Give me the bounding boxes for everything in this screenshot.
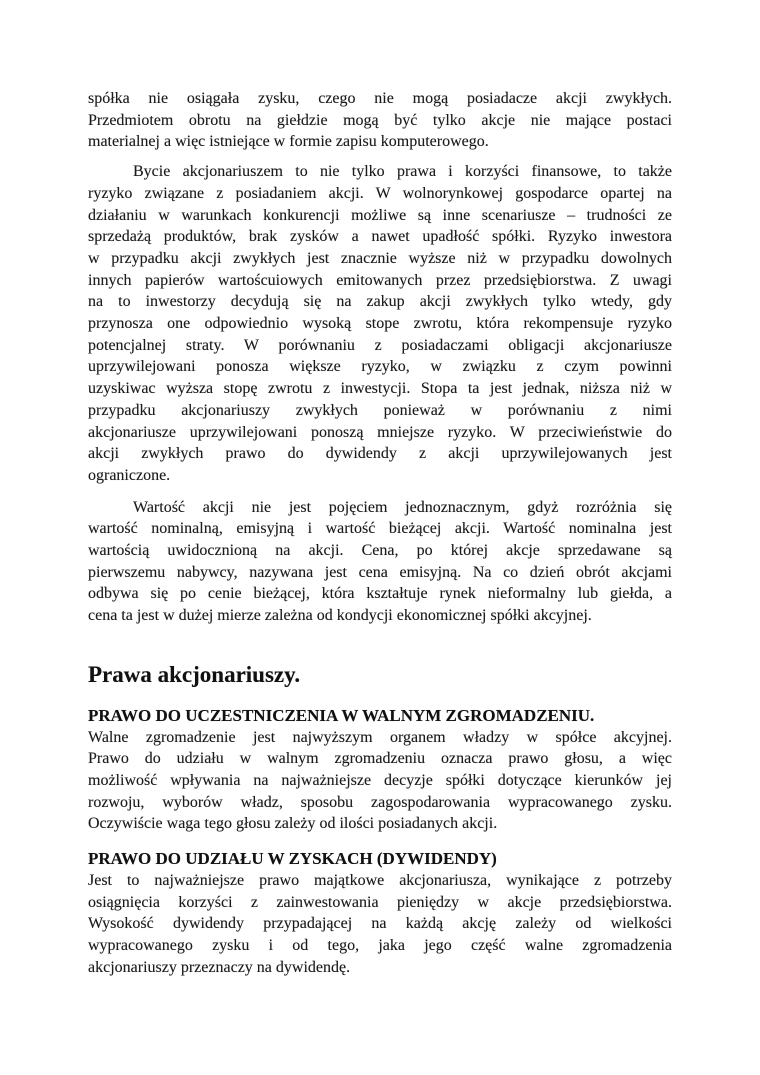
text-line: materialnej a więc istniejące w formie zapisu komputerowego. xyxy=(88,133,489,151)
heading-text: PRAWO DO UDZIAŁU W ZYSKACH (DYWIDENDY) xyxy=(88,849,497,869)
text-line: Wartość akcji nie jest pojęciem jednoznacznym, gdyż rozróżnia się xyxy=(133,498,672,516)
text-line: w przypadku akcji zwykłych jest znacznie wyższe niż w przypadku dowolnych xyxy=(88,249,672,267)
text-line: potencjalnej straty. W porównaniu z posiadaczami obligacji akcjonariusze xyxy=(88,336,672,354)
text-line: wartość nominalną, emisyjną i wartość bieżącej akcji. Wartość nominalna jest xyxy=(88,520,672,538)
text-line: spółka nie osiągała zysku, czego nie mogą posiadacze akcji zwykłych. xyxy=(88,90,672,107)
text-line: Przedmiotem obrotu na giełdzie mogą być tylko akcje nie mające postaci xyxy=(88,111,672,129)
text-line: ograniczone. xyxy=(88,466,171,484)
text-line: rozwoju, wyborów władz, sposobu zagospodarowania wypracowanego zysku. xyxy=(88,793,672,811)
text-line: wartością uwidocznioną na akcji. Cena, po której akcje sprzedawane są xyxy=(88,542,672,560)
text-line: cena ta jest w dużej mierze zależna od kondycji ekonomicznej spółki akcyjnej. xyxy=(88,607,592,625)
text-line: Walne zgromadzenie jest najwyższym organem władzy w spółce akcyjnej. xyxy=(88,728,672,746)
paragraph-1 xyxy=(88,88,672,153)
text-line: Jest to najważniejsze prawo majątkowe akcjonariusza, wynikające z potrzeby xyxy=(88,871,672,889)
text-line: Bycie akcjonariuszem to nie tylko prawa i korzyści finansowe, to także xyxy=(133,163,672,181)
heading-text: Prawa akcjonariuszy. xyxy=(88,661,301,687)
text-line: sprzedażą produktów, brak zysków a nawet upadłość spółki. Ryzyko inwestora xyxy=(88,228,672,246)
paragraph-5 xyxy=(88,870,672,979)
text-line: akcjonariusze uprzywilejowani ponoszą mniejsze ryzyko. W przeciwieństwie do xyxy=(88,423,672,441)
text-line: Prawo do udziału w walnym zgromadzeniu oznacza prawo głosu, a więc xyxy=(88,750,672,768)
text-line: ryzyko związane z posiadaniem akcji. W wolnorynkowej gospodarce opartej na xyxy=(88,184,672,202)
text-line: Wysokość dywidendy przypadającej na każdą akcję zależy od wielkości xyxy=(88,915,672,933)
paragraph-3 xyxy=(88,497,672,627)
text-line: Oczywiście waga tego głosu zależy od ilości posiadanych akcji. xyxy=(88,815,498,833)
text-line: odbywa się po cenie bieżącej, która kształtuje rynek nieformalny lub giełda, a xyxy=(88,585,672,603)
text-line: możliwość wpływania na najważniejsze decyzje spółki dotyczące kierunków jej xyxy=(88,771,672,789)
text-line: na to inwestorzy decydują się na zakup akcji zwykłych tylko wtedy, gdy xyxy=(88,293,672,311)
document-content xyxy=(88,88,672,978)
text-line: przypadku akcjonariuszy zwykłych ponieważ w porównaniu z nimi xyxy=(88,401,672,419)
text-line: pierwszemu nabywcy, nazywana jest cena emisyjną. Na co dzień obrót akcjami xyxy=(88,563,672,581)
text-line: uprzywilejowani ponosza większe ryzyko, w związku z czym powinni xyxy=(88,358,672,376)
heading-text: PRAWO DO UCZESTNICZENIA W WALNYM ZGROMADZENIU. xyxy=(88,705,595,725)
section-title xyxy=(88,661,672,689)
text-line: akcjonariuszy przeznaczy na dywidendę. xyxy=(88,958,351,976)
text-line: osiągnięcia korzyści z zainwestowania pieniędzy w akcje przedsiębiorstwa. xyxy=(88,893,672,911)
text-line: działaniu w warunkach konkurencji możliwe są inne scenariusze – trudności ze xyxy=(88,206,672,224)
text-line: uzyskiwac wyższa stopę zwrotu z inwestycji. Stopa ta jest jednak, niższa niż w xyxy=(88,380,672,398)
text-line: akcji zwykłych prawo do dywidendy z akcji uprzywilejowanych jest xyxy=(88,445,672,463)
text-line: przynosza one odpowiednio wysoką stope zwrotu, która rekompensuje ryzyko xyxy=(88,315,672,333)
subsection-heading-dywidendy xyxy=(88,848,672,870)
subsection-heading-walne-zgromadzenie xyxy=(88,705,672,727)
paragraph-2 xyxy=(88,161,672,487)
text-line: innych papierów wartoścuiowych emitowanych przez przedsiębiorstwa. Z uwagi xyxy=(88,271,672,289)
text-line: wypracowanego zysku i od tego, jaka jego część walne zgromadzenia xyxy=(88,936,672,954)
paragraph-4 xyxy=(88,727,672,836)
